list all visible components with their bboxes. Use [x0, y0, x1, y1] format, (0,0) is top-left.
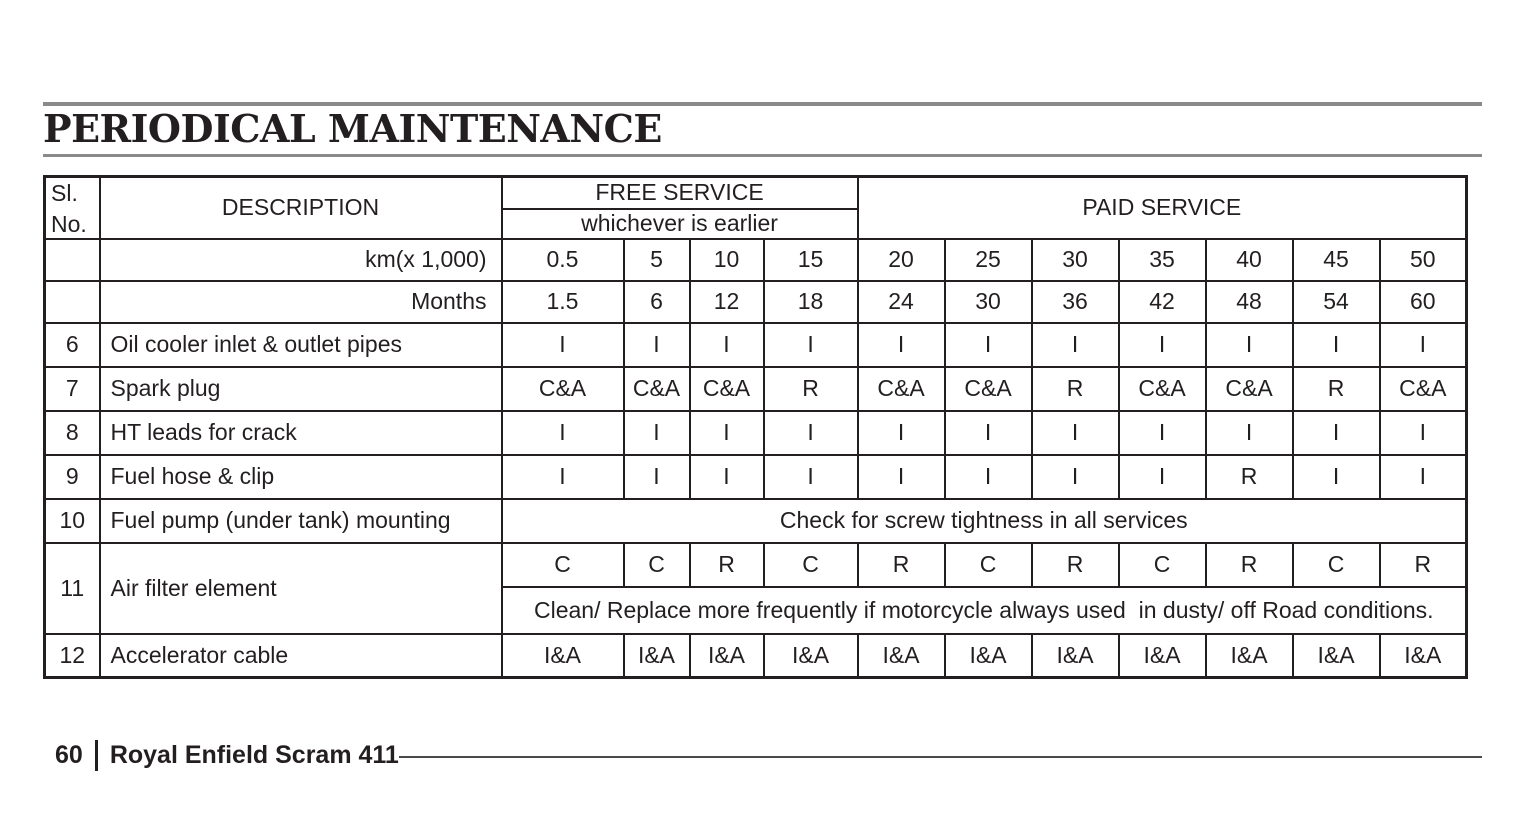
km-value-cell: 50 [1380, 239, 1467, 281]
service-interval-cell: I [1293, 455, 1380, 499]
km-value-cell: 40 [1206, 239, 1293, 281]
service-interval-cell: C [1119, 543, 1206, 587]
km-value-cell: 15 [764, 239, 858, 281]
service-interval-cell: R [764, 367, 858, 411]
page-number: 60 [55, 741, 83, 769]
table-body [45, 323, 1467, 678]
month-value-cell: 1.5 [502, 281, 624, 323]
description-cell: Oil cooler inlet & outlet pipes [100, 323, 502, 367]
sl-no-header-cell [45, 177, 100, 239]
months-row [45, 281, 1467, 323]
service-interval-cell: I [764, 455, 858, 499]
service-interval-cell: I [1119, 323, 1206, 367]
service-interval-cell: I [1293, 323, 1380, 367]
service-interval-cell: I&A [1119, 634, 1206, 678]
service-interval-cell: I [502, 411, 624, 455]
service-interval-cell: C&A [690, 367, 764, 411]
service-interval-cell: I [1032, 455, 1119, 499]
service-interval-cell: R [858, 543, 945, 587]
service-interval-cell: I&A [858, 634, 945, 678]
service-interval-cell: R [1032, 543, 1119, 587]
description-cell: Fuel pump (under tank) mounting [100, 499, 502, 543]
service-interval-cell: I [858, 411, 945, 455]
service-interval-cell: I [624, 455, 690, 499]
free-service-subheader-cell: whichever is earlier [502, 209, 858, 239]
service-interval-cell: C [502, 543, 624, 587]
paid-service-header-cell: PAID SERVICE [858, 177, 1467, 239]
service-interval-cell: I&A [690, 634, 764, 678]
service-interval-cell: C&A [624, 367, 690, 411]
service-interval-cell: I [764, 323, 858, 367]
row-note-cell: Clean/ Replace more frequently if motorcycle always used in dusty/ off Road conditions. [502, 587, 1467, 634]
footer-rule-line [399, 756, 1482, 758]
month-value-cell: 24 [858, 281, 945, 323]
month-value-cell: 36 [1032, 281, 1119, 323]
service-interval-cell: C&A [858, 367, 945, 411]
book-title: Royal Enfield Scram 411 [109, 741, 399, 769]
table-row [45, 499, 1467, 543]
service-interval-cell: I [624, 323, 690, 367]
service-interval-cell: I&A [502, 634, 624, 678]
page-footer [55, 740, 1482, 771]
row-number-cell: 9 [45, 455, 100, 499]
service-interval-cell: C [945, 543, 1032, 587]
service-interval-cell: I [502, 323, 624, 367]
description-header-cell: DESCRIPTION [100, 177, 502, 239]
km-value-cell: 25 [945, 239, 1032, 281]
service-interval-cell: I [1119, 455, 1206, 499]
service-interval-cell: I [764, 411, 858, 455]
service-interval-cell: C [1293, 543, 1380, 587]
description-cell: Fuel hose & clip [100, 455, 502, 499]
service-interval-cell: C&A [502, 367, 624, 411]
month-value-cell: 42 [1119, 281, 1206, 323]
sl-no-header-line2: No. [51, 210, 87, 237]
service-interval-cell: R [1206, 543, 1293, 587]
all-services-note-cell: Check for screw tightness in all services [502, 499, 1467, 543]
service-interval-cell: C&A [1206, 367, 1293, 411]
month-value-cell: 60 [1380, 281, 1467, 323]
km-value-cell: 20 [858, 239, 945, 281]
service-interval-cell: R [1293, 367, 1380, 411]
months-label-cell: Months [100, 281, 502, 323]
maintenance-schedule-table [43, 175, 1468, 679]
title-divider-rule [43, 154, 1482, 157]
service-interval-cell: I&A [1206, 634, 1293, 678]
service-interval-cell: I [1293, 411, 1380, 455]
service-interval-cell: C&A [1119, 367, 1206, 411]
service-interval-cell: I [1119, 411, 1206, 455]
service-interval-cell: I [1380, 411, 1467, 455]
description-cell: Air filter element [100, 543, 502, 634]
service-interval-cell: I [624, 411, 690, 455]
row-number-cell: 10 [45, 499, 100, 543]
page-title: PERIODICAL MAINTENANCE [43, 106, 662, 151]
service-interval-cell: I [858, 323, 945, 367]
month-value-cell: 30 [945, 281, 1032, 323]
service-interval-cell: R [1380, 543, 1467, 587]
km-value-cell: 5 [624, 239, 690, 281]
service-interval-cell: I&A [945, 634, 1032, 678]
service-interval-cell: I [1206, 411, 1293, 455]
table-row [45, 323, 1467, 367]
description-cell: HT leads for crack [100, 411, 502, 455]
table-row [45, 411, 1467, 455]
service-interval-cell: I [945, 323, 1032, 367]
service-interval-cell: I [690, 323, 764, 367]
row-number-cell: 8 [45, 411, 100, 455]
service-interval-cell: I [1032, 323, 1119, 367]
description-cell: Spark plug [100, 367, 502, 411]
free-service-header-cell: FREE SERVICE [502, 177, 858, 209]
sl-no-header-line1: Sl. [51, 179, 78, 206]
service-interval-cell: I&A [764, 634, 858, 678]
service-interval-cell: I [1380, 323, 1467, 367]
km-label-cell: km(x 1,000) [100, 239, 502, 281]
service-interval-cell: C&A [945, 367, 1032, 411]
km-value-cell: 0.5 [502, 239, 624, 281]
km-value-cell: 35 [1119, 239, 1206, 281]
month-value-cell: 48 [1206, 281, 1293, 323]
km-value-cell: 10 [690, 239, 764, 281]
table-row [45, 367, 1467, 411]
table-row [45, 455, 1467, 499]
km-value-cell: 45 [1293, 239, 1380, 281]
service-interval-cell: C [624, 543, 690, 587]
empty-cell [45, 281, 100, 323]
service-interval-cell: I [1206, 323, 1293, 367]
service-interval-cell: R [690, 543, 764, 587]
month-value-cell: 54 [1293, 281, 1380, 323]
service-interval-cell: C&A [1380, 367, 1467, 411]
row-number-cell: 12 [45, 634, 100, 678]
service-interval-cell: R [1206, 455, 1293, 499]
header-row-1 [45, 177, 1467, 209]
empty-cell [45, 239, 100, 281]
service-interval-cell: I [945, 455, 1032, 499]
month-value-cell: 18 [764, 281, 858, 323]
service-interval-cell: I [1380, 455, 1467, 499]
service-interval-cell: I [945, 411, 1032, 455]
service-interval-cell: R [1032, 367, 1119, 411]
service-interval-cell: I&A [1293, 634, 1380, 678]
row-number-cell: 7 [45, 367, 100, 411]
table-row [45, 634, 1467, 678]
month-value-cell: 6 [624, 281, 690, 323]
month-value-cell: 12 [690, 281, 764, 323]
description-cell: Accelerator cable [100, 634, 502, 678]
service-interval-cell: I&A [1032, 634, 1119, 678]
row-number-cell: 6 [45, 323, 100, 367]
service-interval-cell: I [690, 455, 764, 499]
table-row [45, 543, 1467, 587]
row-number-cell: 11 [45, 543, 100, 634]
service-interval-cell: I&A [624, 634, 690, 678]
service-interval-cell: I [690, 411, 764, 455]
service-interval-cell: I [858, 455, 945, 499]
km-value-cell: 30 [1032, 239, 1119, 281]
service-interval-cell: C [764, 543, 858, 587]
km-row [45, 239, 1467, 281]
service-interval-cell: I [1032, 411, 1119, 455]
service-interval-cell: I [502, 455, 624, 499]
service-interval-cell: I&A [1380, 634, 1467, 678]
